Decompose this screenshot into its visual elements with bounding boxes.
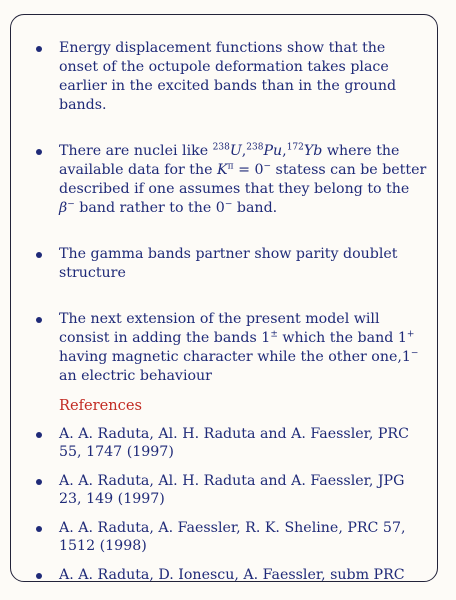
bullet-dot [36, 526, 42, 532]
bullet-dot [36, 479, 42, 485]
bullet-gamma-bands [33, 245, 427, 283]
bullet-text: Energy displacement functions show that the onset of the octupole deformation takes place earlier in the excited bands than in the ground bands. [59, 40, 397, 113]
slide-frame [10, 14, 438, 582]
nucleus-u: $^{238}$U, [212, 142, 247, 159]
references-list [33, 425, 427, 584]
bullet-dot [36, 252, 42, 258]
reference-item: A. A. Raduta, D. Ionescu, A. Faessler, subm PRC [33, 566, 427, 584]
conclusions-list [33, 39, 427, 386]
bullet-mid: where the available data for the [59, 143, 400, 178]
nucleus-pu: $^{238}$Pu, [246, 142, 287, 159]
bullet-text: The gamma bands partner show parity doublet structure [59, 246, 398, 281]
beta-symbol: β [59, 200, 68, 216]
bullet-energy-displacement [33, 39, 427, 115]
bullet-end-a: band rather to the 0 [74, 200, 225, 216]
bullet-dot [36, 432, 42, 438]
reference-item: A. A. Raduta, Al. H. Raduta and A. Faessler, JPG 23, 149 (1997) [33, 472, 427, 508]
bullet-dot [36, 149, 42, 155]
bullet-nuclei: There are nuclei like $^{238}$U,$^{238}$Pu,$^{172}$Yb where the available data for the $K^\pi = 0^-$ statess can be better described if one assumes that they belong to the β− band rather to the 0− band. [33, 142, 427, 218]
bullet-mid2: statess can be better described if one assumes that they belong to the [59, 162, 427, 197]
references-heading: References [59, 397, 142, 414]
bullet-dot [36, 317, 42, 323]
reference-item: A. A. Raduta, A. Faessler, R. K. Sheline, PRC 57, 1512 (1998) [33, 519, 427, 555]
bullet-end-b: band. [232, 200, 278, 216]
reference-item: A. A. Raduta, Al. H. Raduta and A. Faessler, PRC 55, 1747 (1997) [33, 425, 427, 461]
k-pi-symbol: K [217, 162, 228, 178]
bullet-dot [36, 46, 42, 52]
bullet-prefix: There are nuclei like [59, 143, 213, 159]
nucleus-yb: $^{172}$Yb [286, 142, 323, 159]
eq-zero: = 0 [233, 162, 264, 178]
bullet-dot [36, 573, 42, 579]
bullet-next-extension: The next extension of the present model will consist in adding the bands 1± which the band 1+ having magnetic character while the other one,1− an electric behaviour [33, 310, 427, 386]
